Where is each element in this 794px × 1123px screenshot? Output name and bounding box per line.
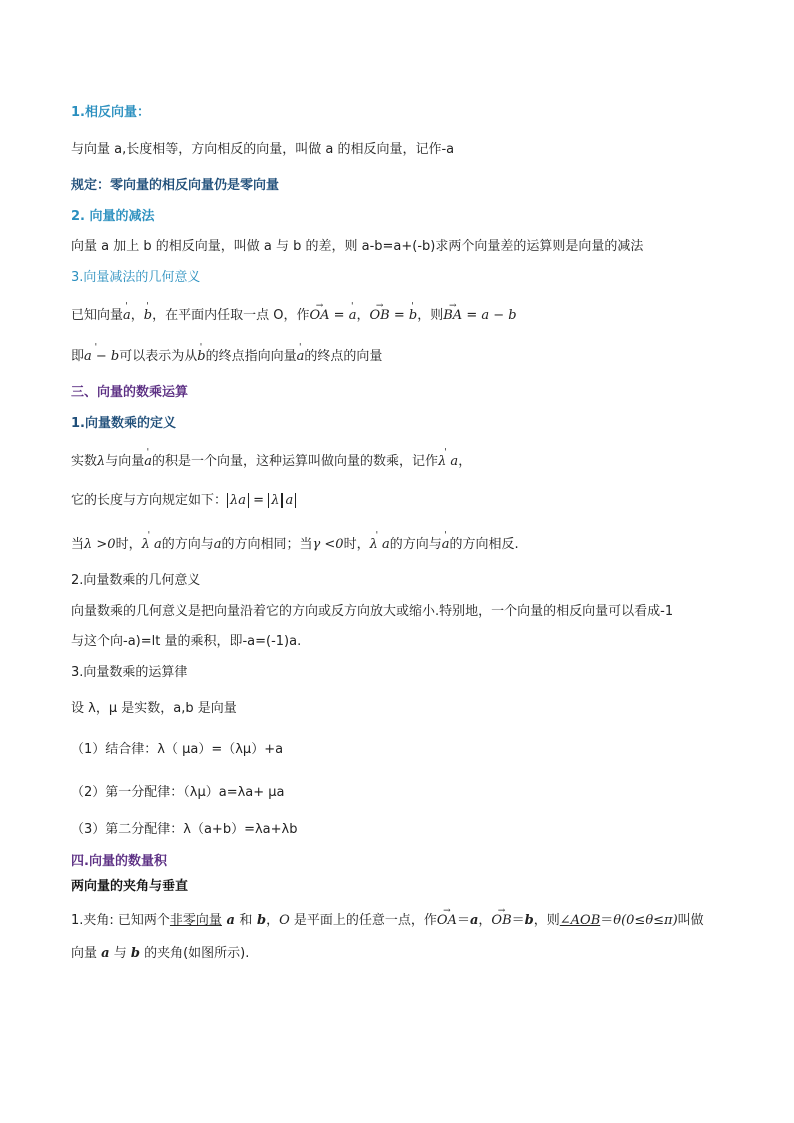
vector-subtraction-definition: 向量 a 加上 b 的相反向量，叫做 a 与 b 的差，则 a-b=a+(-b)求两个向量差的运算则是向量的减法 bbox=[71, 239, 644, 254]
heading-scalar-geometry: 2.向量数乘的几何意义 bbox=[71, 573, 201, 588]
angle-definition-line-1: 1.夹角: 已知两个非零向量 a 和 b，O 是平面上的任意一点，作→ OA＝a，→ OB＝b，则∠AOB＝θ(0≤θ≤π)叫做 bbox=[71, 912, 704, 930]
zero-vector-rule: 规定：零向量的相反向量仍是零向量 bbox=[71, 178, 280, 193]
angle-definition-line-2: 向量 a 与 b 的夹角(如图所示). bbox=[71, 946, 250, 961]
scalar-laws-intro: 设 λ，μ 是实数，a,b 是向量 bbox=[71, 701, 237, 716]
first-distributive-law: （2）第一分配律：（λμ）a=λa+ μa bbox=[71, 785, 285, 800]
heading-subtraction-geometry: 3.向量减法的几何意义 bbox=[71, 270, 201, 285]
heading-scalar-definition: 1.向量数乘的定义 bbox=[71, 416, 176, 431]
scalar-direction-rule: 当λ >0时，' λ a的方向与a的方向相同；当γ <0时，' λ a的方向与' a的方向相反. bbox=[71, 536, 519, 554]
scalar-definition-line-1: 实数λ与向量' a的积是一个向量，这种运算叫做向量的数乘，记作' λ a， bbox=[71, 453, 471, 471]
associative-law: （1）结合律：λ（ μa）=（λμ）+a bbox=[71, 742, 284, 757]
scalar-geometry-text-1: 向量数乘的几何意义是把向量沿着它的方向或反方向放大或缩小.特别地，一个向量的相反向量可以看成-1 bbox=[71, 604, 674, 619]
subtraction-geometry-line-1: 已知向量' a，' b，在平面内任取一点 O，作→ OA = ' a，→ OB = ' b，则→ BA = a − b bbox=[71, 307, 517, 325]
scalar-geometry-text-2: 与这个向-a)=lt 量的乘积，即-a=(-1)a. bbox=[71, 634, 302, 649]
subtraction-geometry-line-2: 即' a − b可以表示为从' b的终点指向向量' a的终点的向量 bbox=[71, 348, 382, 366]
heading-scalar-laws: 3.向量数乘的运算律 bbox=[71, 665, 188, 680]
heading-opposite-vector: 1.相反向量： bbox=[71, 105, 150, 120]
scalar-definition-line-2: 它的长度与方向规定如下： λa = λ a bbox=[71, 492, 296, 510]
heading-vector-subtraction: 2. 向量的减法 bbox=[71, 209, 155, 224]
heading-scalar-multiplication: 三、向量的数乘运算 bbox=[71, 385, 189, 400]
second-distributive-law: （3）第二分配律：λ（a+b）=λa+λb bbox=[71, 822, 298, 837]
heading-dot-product: 四.向量的数量积 bbox=[71, 854, 167, 869]
heading-angle-perpendicular: 两向量的夹角与垂直 bbox=[71, 879, 189, 894]
opposite-vector-definition: 与向量 a,长度相等，方向相反的向量，叫做 a 的相反向量，记作-a bbox=[71, 142, 455, 157]
